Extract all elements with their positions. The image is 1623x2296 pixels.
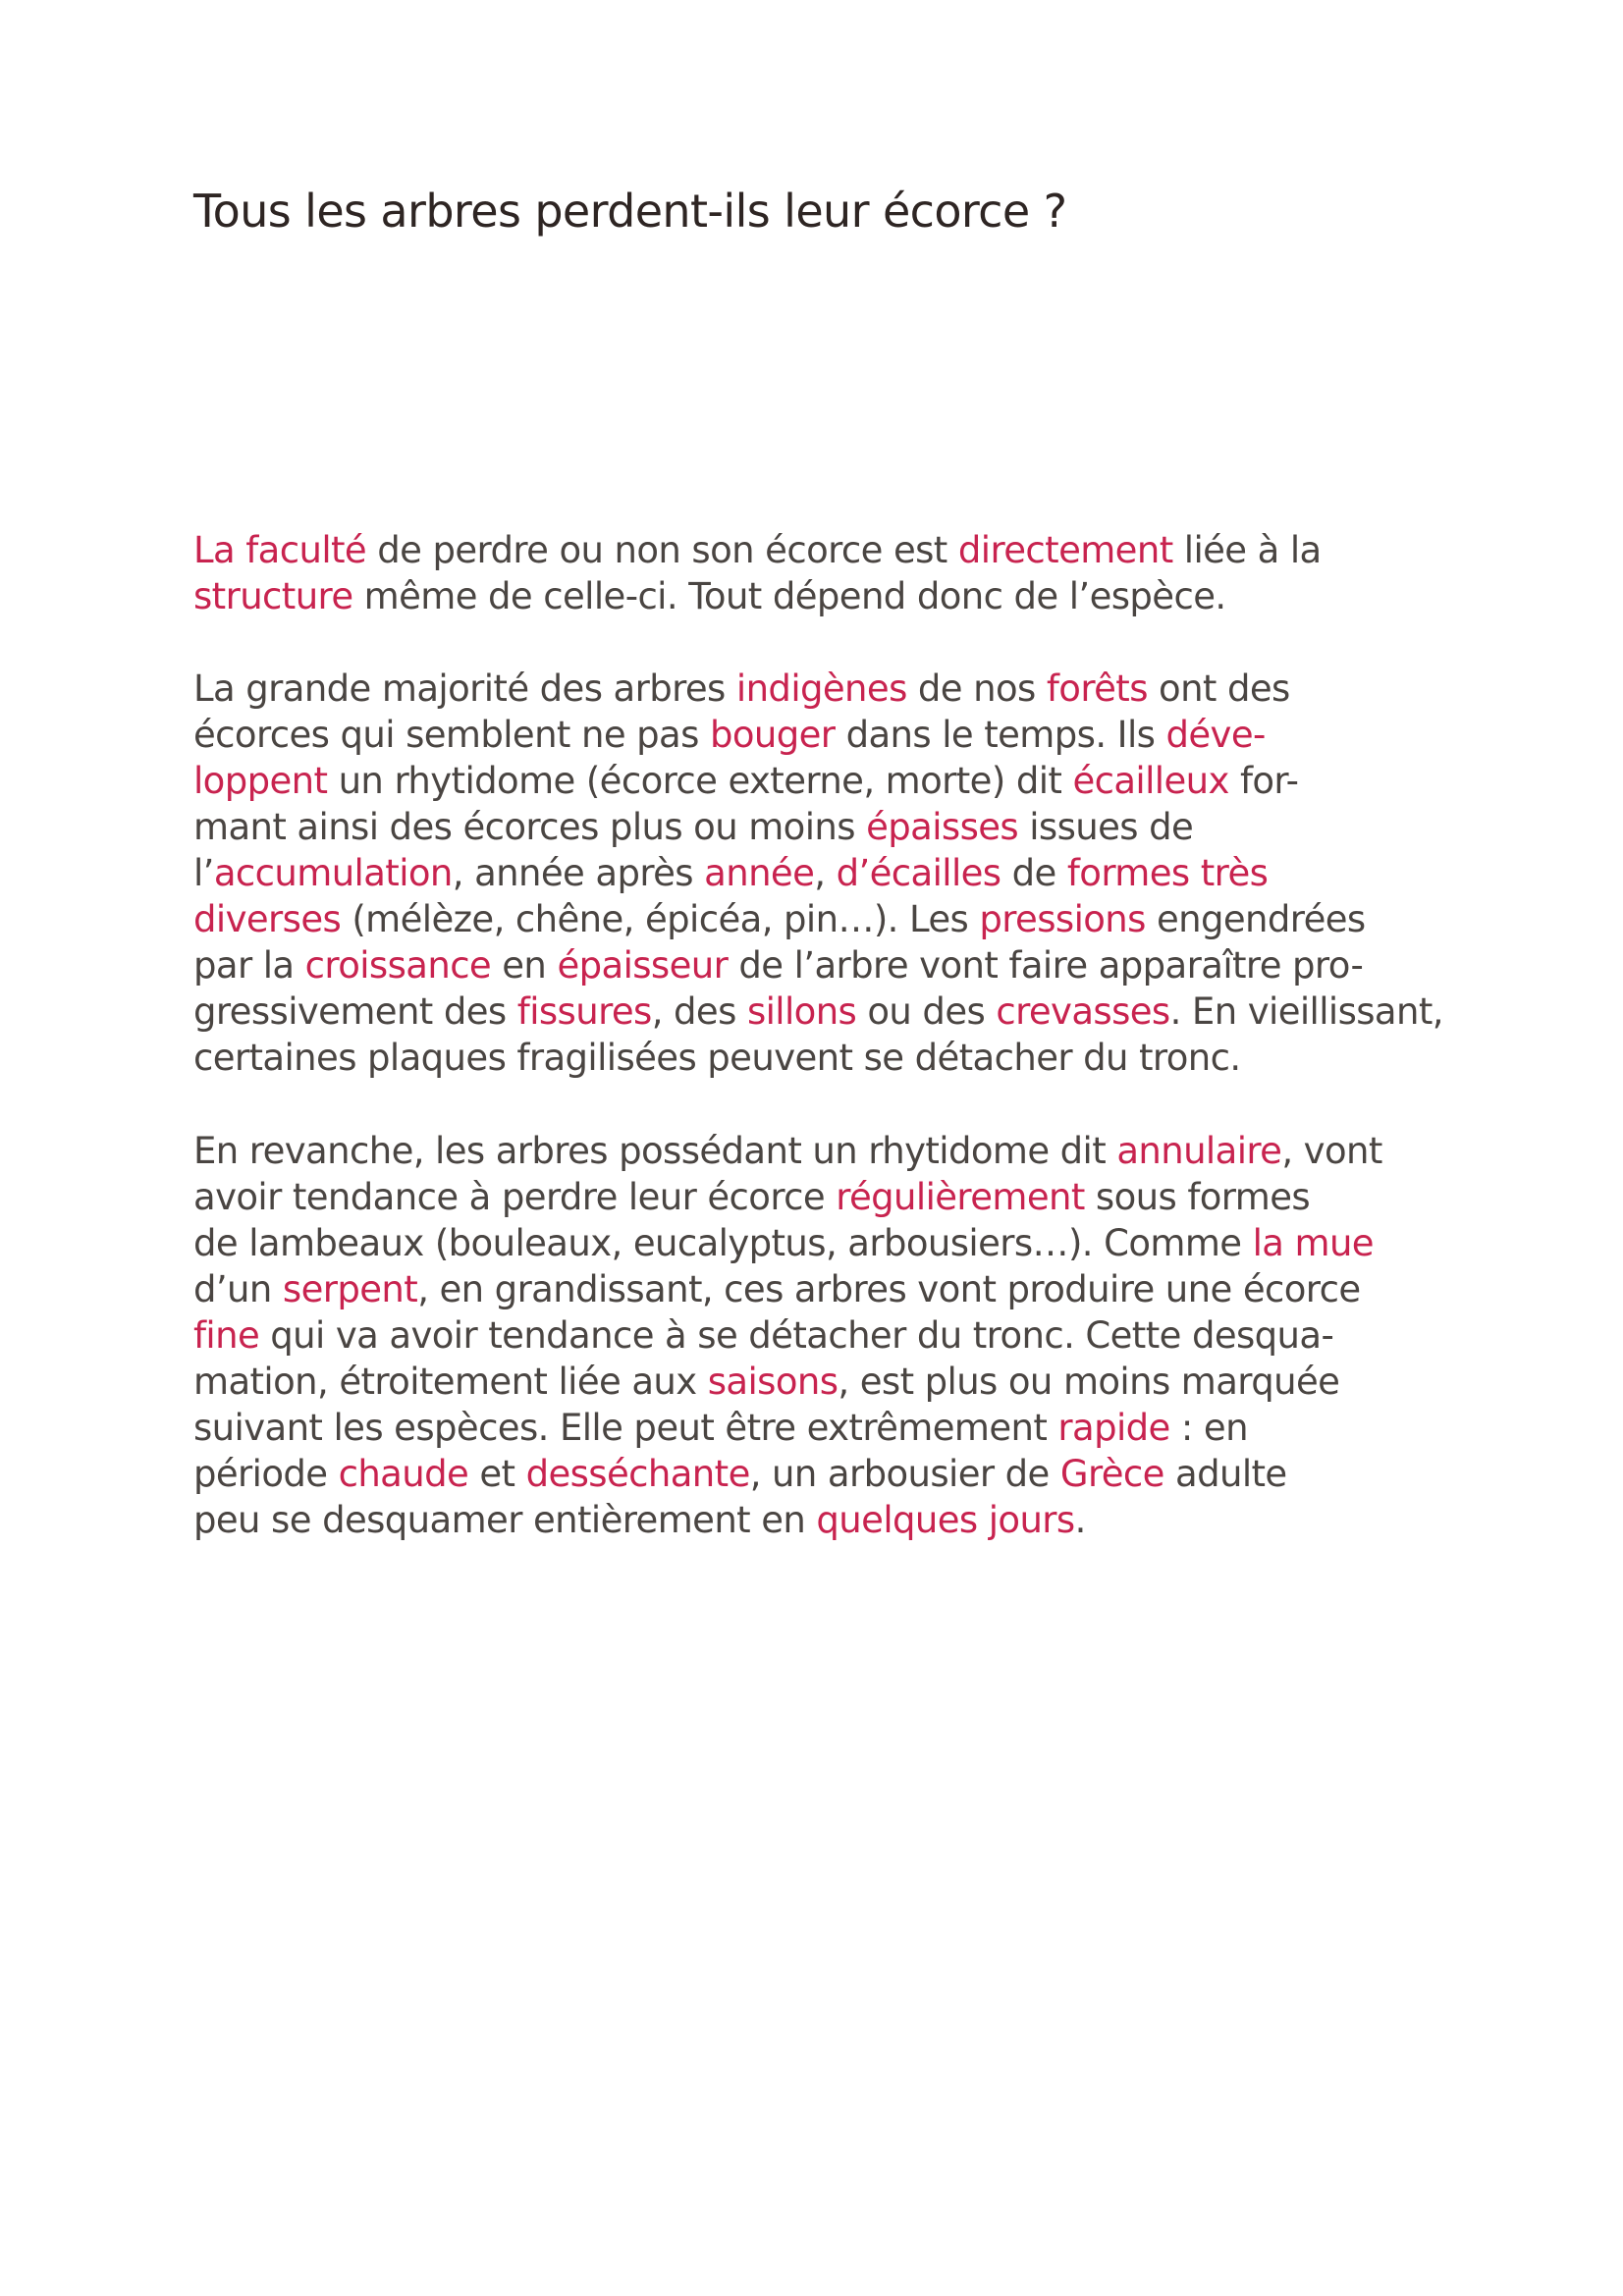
highlighted-term: Grèce — [1059, 1453, 1164, 1495]
highlighted-term: desséchante — [525, 1453, 750, 1495]
text-run: , vont — [1281, 1130, 1382, 1172]
text-line — [193, 1220, 1382, 1266]
highlighted-term: forêts — [1046, 667, 1148, 710]
highlighted-term: formes très — [1066, 852, 1269, 894]
text-run: En revanche, les arbres possédant un rhytidome dit — [193, 1130, 1117, 1172]
highlighted-term: sillons — [746, 990, 857, 1033]
highlighted-term: fine — [193, 1314, 260, 1357]
text-line — [193, 1451, 1382, 1497]
highlighted-term: d’écailles — [836, 852, 1001, 894]
text-line — [193, 1128, 1382, 1174]
highlighted-term: régulièrement — [836, 1176, 1085, 1218]
text-run: issues de — [1018, 806, 1194, 848]
text-run: ou des — [856, 990, 997, 1033]
text-line — [193, 1312, 1382, 1359]
text-run: de nos — [906, 667, 1047, 710]
text-line — [193, 1497, 1382, 1543]
text-run: for- — [1228, 760, 1299, 802]
highlighted-term: épaisseur — [557, 944, 729, 987]
page-title: Tous les arbres perdent-ils leur écorce ? — [193, 185, 1067, 238]
text-run: même de celle-ci. Tout dépend donc de l’espèce. — [352, 575, 1226, 617]
highlighted-term: écailleux — [1072, 760, 1229, 802]
text-run: : en — [1169, 1407, 1248, 1449]
text-run: de perdre ou non son écorce est — [366, 529, 958, 571]
highlighted-term: année — [704, 852, 815, 894]
text-run: période — [193, 1453, 339, 1495]
highlighted-term: bouger — [709, 714, 836, 756]
highlighted-term: croissance — [304, 944, 492, 987]
text-line — [193, 1405, 1382, 1451]
highlighted-term: la mue — [1252, 1222, 1374, 1264]
text-run: mation, étroitement liée aux — [193, 1361, 708, 1403]
text-run: en — [491, 944, 558, 987]
text-run: qui va avoir tendance à se détacher du tronc. Cette desqua- — [259, 1314, 1334, 1357]
highlighted-term: structure — [193, 575, 353, 617]
text-line — [193, 1035, 1443, 1081]
highlighted-term: saisons — [707, 1361, 839, 1403]
text-run: , un arbousier de — [749, 1453, 1060, 1495]
text-line — [193, 666, 1443, 712]
text-run: . — [1074, 1499, 1086, 1541]
text-line — [193, 988, 1443, 1035]
highlighted-term: directement — [957, 529, 1173, 571]
highlighted-term: fissures — [516, 990, 652, 1033]
text-line — [193, 527, 1322, 573]
text-run: écorces qui semblent ne pas — [193, 714, 710, 756]
text-run: suivant les espèces. Elle peut être extrêmement — [193, 1407, 1058, 1449]
text-line — [193, 850, 1443, 896]
text-line — [193, 804, 1443, 850]
text-run: sous formes — [1084, 1176, 1311, 1218]
text-run: , est plus ou moins marquée — [838, 1361, 1340, 1403]
highlighted-term: diverses — [193, 898, 342, 940]
text-run: un rhytidome (écorce externe, morte) dit — [327, 760, 1073, 802]
text-run: l’ — [193, 852, 214, 894]
text-run: certaines plaques fragilisées peuvent se détacher du tronc. — [193, 1037, 1241, 1079]
highlighted-term: loppent — [193, 760, 328, 802]
paragraph-3 — [193, 1128, 1382, 1543]
text-run: , année après — [452, 852, 705, 894]
text-line — [193, 896, 1443, 942]
text-run: engendrées — [1145, 898, 1366, 940]
text-run: . En vieillissant, — [1169, 990, 1443, 1033]
text-line — [193, 712, 1443, 758]
text-run: gressivement des — [193, 990, 517, 1033]
text-run: La grande majorité des arbres — [193, 667, 736, 710]
highlighted-term: chaude — [338, 1453, 469, 1495]
highlighted-term: déve- — [1165, 714, 1266, 756]
paragraph-2 — [193, 666, 1443, 1081]
paragraph-1 — [193, 527, 1322, 619]
highlighted-term: serpent — [282, 1268, 418, 1310]
text-run: ont des — [1147, 667, 1290, 710]
text-run: par la — [193, 944, 305, 987]
highlighted-term: La faculté — [193, 529, 367, 571]
highlighted-term: rapide — [1057, 1407, 1170, 1449]
text-run: de lambeaux (bouleaux, eucalyptus, arbousiers…). Comme — [193, 1222, 1253, 1264]
text-run: (mélèze, chêne, épicéa, pin…). Les — [341, 898, 980, 940]
text-line — [193, 942, 1443, 988]
text-line — [193, 1174, 1382, 1220]
text-run: avoir tendance à perdre leur écorce — [193, 1176, 837, 1218]
text-run: dans le temps. Ils — [835, 714, 1166, 756]
text-run: mant ainsi des écorces plus ou moins — [193, 806, 867, 848]
text-line — [193, 573, 1322, 619]
highlighted-term: annulaire — [1116, 1130, 1282, 1172]
text-run: de l’arbre vont faire apparaître pro- — [728, 944, 1364, 987]
highlighted-term: quelques jours — [816, 1499, 1075, 1541]
text-run: et — [468, 1453, 526, 1495]
text-run: peu se desquamer entièrement en — [193, 1499, 817, 1541]
text-line — [193, 1266, 1382, 1312]
highlighted-term: épaisses — [866, 806, 1019, 848]
highlighted-term: accumulation — [213, 852, 453, 894]
text-run: , des — [651, 990, 747, 1033]
text-run: , en grandissant, ces arbres vont produire une écorce — [417, 1268, 1361, 1310]
text-line — [193, 1359, 1382, 1405]
text-run: , — [814, 852, 837, 894]
text-run: adulte — [1163, 1453, 1287, 1495]
highlighted-term: indigènes — [735, 667, 907, 710]
text-line — [193, 758, 1443, 804]
text-run: liée à la — [1172, 529, 1322, 571]
text-run: d’un — [193, 1268, 283, 1310]
highlighted-term: crevasses — [996, 990, 1170, 1033]
text-run: de — [1001, 852, 1067, 894]
highlighted-term: pressions — [979, 898, 1146, 940]
